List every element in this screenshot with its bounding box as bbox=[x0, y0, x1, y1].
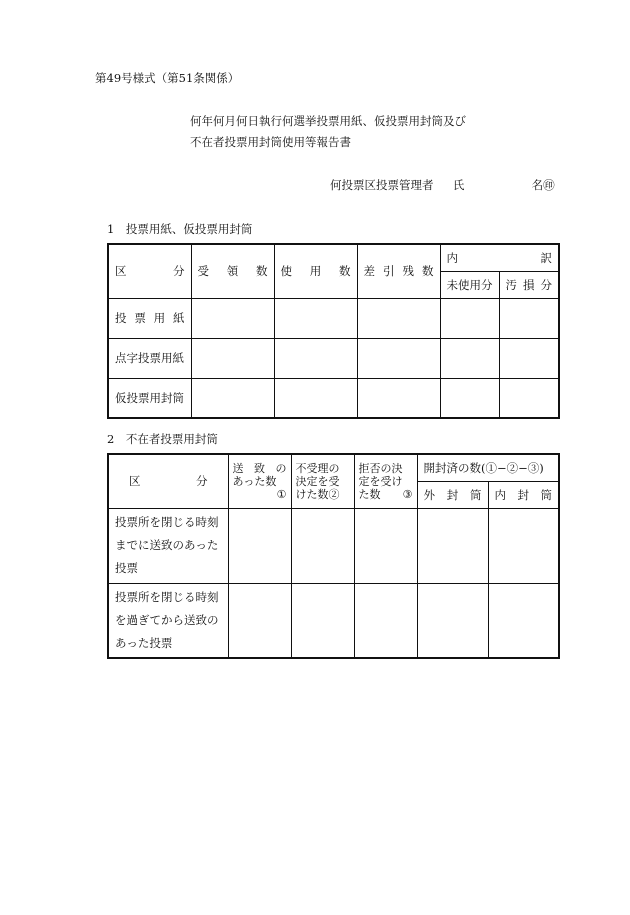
cell bbox=[228, 508, 291, 583]
cell bbox=[357, 338, 440, 378]
cell bbox=[274, 378, 357, 418]
cell bbox=[291, 508, 354, 583]
cell bbox=[357, 378, 440, 418]
cell bbox=[417, 583, 488, 658]
row-label-braille-paper: 点字投票用紙 bbox=[108, 338, 191, 378]
cell bbox=[357, 298, 440, 338]
signer-label: 何投票区投票管理者 bbox=[330, 178, 434, 192]
table-row bbox=[108, 583, 559, 658]
table-row bbox=[108, 508, 559, 583]
name-label-2: 名 bbox=[531, 178, 544, 192]
cell bbox=[274, 338, 357, 378]
cell bbox=[191, 298, 274, 338]
cell bbox=[488, 508, 559, 583]
header-breakdown: 内 訳 bbox=[440, 244, 559, 271]
header-damaged: 汚 損 分 bbox=[499, 271, 559, 298]
form-number: 第49号様式（第51条関係） bbox=[95, 71, 240, 85]
header-remaining: 差 引 残 数 bbox=[357, 244, 440, 298]
cell bbox=[291, 583, 354, 658]
cell bbox=[354, 508, 417, 583]
name-label-1: 氏 bbox=[452, 178, 465, 192]
header-sent: 送 致 の あった数 ① bbox=[228, 454, 291, 508]
header-category: 区 分 bbox=[108, 244, 191, 298]
cell bbox=[191, 338, 274, 378]
header-unused: 未使用分 bbox=[440, 271, 499, 298]
row-label-before-close: 投票所を閉じる時刻 までに送致のあった 投票 bbox=[108, 508, 228, 583]
report-title-line2: 不在者投票用封筒使用等報告書 bbox=[190, 135, 351, 149]
table-row bbox=[108, 298, 559, 338]
cell bbox=[499, 378, 559, 418]
row-label-provisional-envelope: 仮投票用封筒 bbox=[108, 378, 191, 418]
header-inner-envelope: 内 封 筒 bbox=[488, 481, 559, 508]
cell bbox=[191, 378, 274, 418]
header-refused: 拒否の決 定を受け た数 ③ bbox=[354, 454, 417, 508]
cell bbox=[417, 508, 488, 583]
header-outer-envelope: 外 封 筒 bbox=[417, 481, 488, 508]
signer-line bbox=[330, 177, 555, 193]
cell bbox=[354, 583, 417, 658]
absentee-envelope-table bbox=[107, 453, 560, 659]
header-opened: 開封済の数(①−②−③) bbox=[417, 454, 559, 481]
cell bbox=[274, 298, 357, 338]
header-category: 区 分 bbox=[108, 454, 228, 508]
table-row bbox=[108, 378, 559, 418]
cell bbox=[440, 338, 499, 378]
cell bbox=[228, 583, 291, 658]
cell bbox=[488, 583, 559, 658]
header-received: 受 領 数 bbox=[191, 244, 274, 298]
seal-mark: ㊞ bbox=[543, 178, 555, 192]
ballot-paper-table bbox=[107, 243, 560, 419]
table-row bbox=[108, 338, 559, 378]
cell bbox=[440, 378, 499, 418]
cell bbox=[499, 298, 559, 338]
header-used: 使 用 数 bbox=[274, 244, 357, 298]
header-rejected: 不受理の 決定を受 けた数② bbox=[291, 454, 354, 508]
row-label-after-close: 投票所を閉じる時刻 を過ぎてから送致の あった投票 bbox=[108, 583, 228, 658]
section1-heading: 1 投票用紙、仮投票用封筒 bbox=[107, 222, 253, 236]
cell bbox=[499, 338, 559, 378]
cell bbox=[440, 298, 499, 338]
report-title-line1: 何年何月何日執行何選挙投票用紙、仮投票用封筒及び bbox=[190, 114, 466, 128]
row-label-ballot-paper: 投 票 用 紙 bbox=[108, 298, 191, 338]
section2-heading: 2 不在者投票用封筒 bbox=[107, 432, 218, 446]
